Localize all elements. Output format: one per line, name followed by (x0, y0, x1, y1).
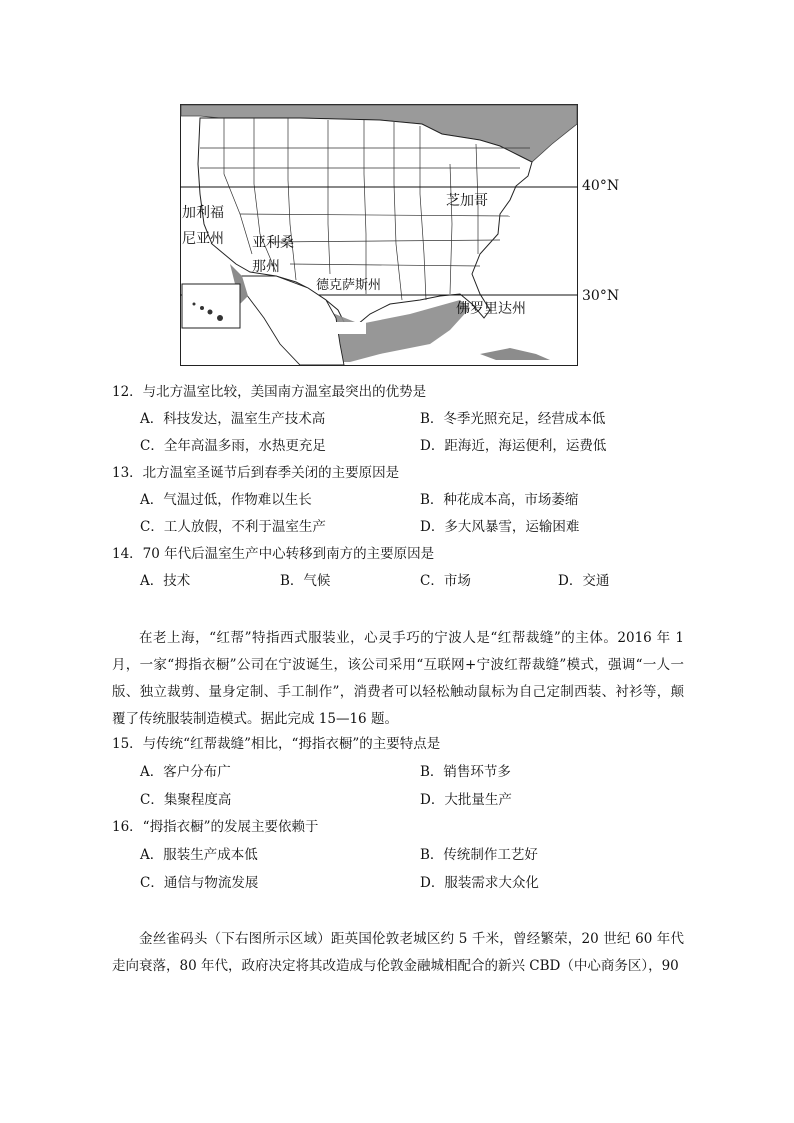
label-florida: 佛罗里达州 (456, 301, 526, 317)
label-chicago: 芝加哥 (446, 193, 488, 209)
label-lat-40: 40°N (582, 178, 620, 194)
question-14-option-a[interactable]: A．技术 (140, 573, 191, 589)
question-12-option-b[interactable]: B．冬季光照充足，经营成本低 (420, 411, 606, 427)
label-california-line1: 加利福 (182, 205, 224, 221)
label-lat-30: 30°N (582, 288, 620, 304)
question-14-option-c[interactable]: C．市场 (420, 573, 471, 589)
question-16-option-b[interactable]: B．传统制作工艺好 (420, 847, 538, 863)
question-13-option-b[interactable]: B．种花成本高，市场萎缩 (420, 492, 579, 508)
question-13-option-d[interactable]: D．多大风暴雪，运输困难 (420, 519, 580, 535)
question-16-option-a[interactable]: A．服装生产成本低 (140, 847, 258, 863)
question-12-stem: 12．与北方温室比较，美国南方温室最突出的优势是 (112, 384, 427, 400)
label-arizona-line1: 亚利桑 (252, 235, 294, 251)
question-14-option-d[interactable]: D．交通 (558, 573, 610, 589)
us-map-figure (180, 104, 578, 366)
question-13-option-c[interactable]: C．工人放假，不利于温室生产 (140, 519, 326, 535)
label-texas: 德克萨斯州 (316, 278, 382, 293)
question-16-option-d[interactable]: D．服装需求大众化 (420, 875, 539, 891)
inset-box (182, 284, 240, 328)
question-16-option-c[interactable]: C．通信与物流发展 (140, 875, 259, 891)
label-arizona-line2: 那州 (252, 259, 280, 275)
question-13-stem: 13．北方温室圣诞节后到春季关闭的主要原因是 (112, 465, 400, 481)
question-15-option-b[interactable]: B．销售环节多 (420, 764, 511, 780)
question-12-option-d[interactable]: D．距海近，海运便利，运费低 (420, 438, 607, 454)
us-map (180, 104, 578, 366)
question-15-option-a[interactable]: A．客户分布广 (140, 764, 231, 780)
question-14-option-b[interactable]: B．气候 (280, 573, 331, 589)
question-15-stem: 15．与传统“红帮裁缝”相比，“拇指衣橱”的主要特点是 (112, 736, 441, 752)
label-california-line2: 尼亚州 (182, 231, 224, 247)
question-14-stem: 14．70 年代后温室生产中心转移到南方的主要原因是 (112, 546, 435, 562)
passage-red-gang-tailor: 在老上海，“红帮”特指西式服装业，心灵手巧的宁波人是“红帮裁缝”的主体。2016 年 1 月，一家“拇指衣橱”公司在宁波诞生，该公司采用“互联网+宁波红帮裁缝”模式，强调“一人一版、独立裁剪、量身定制、手工制作”，消费者可以轻松触动鼠标为自己定制西装、衬衫等，颠覆了传统服装制造模式。据此完成 15—16 题。 (112, 630, 684, 727)
question-12-option-a[interactable]: A．科技发达，温室生产技术高 (140, 411, 326, 427)
question-15-option-c[interactable]: C．集聚程度高 (140, 792, 232, 808)
passage-canary-wharf: 金丝雀码头（下右图所示区域）距英国伦敦老城区约 5 千米，曾经繁荣，20 世纪 60 年代走向衰落，80 年代，政府决定将其改造成与伦敦金融城相配合的新兴 CBD（中心商务区），90 (112, 931, 684, 974)
question-12-option-c[interactable]: C．全年高温多雨，水热更充足 (140, 438, 326, 454)
question-15-option-d[interactable]: D．大批量生产 (420, 792, 512, 808)
question-16-stem: 16．“拇指衣橱”的发展主要依赖于 (112, 819, 319, 835)
question-13-option-a[interactable]: A．气温过低，作物难以生长 (140, 492, 312, 508)
